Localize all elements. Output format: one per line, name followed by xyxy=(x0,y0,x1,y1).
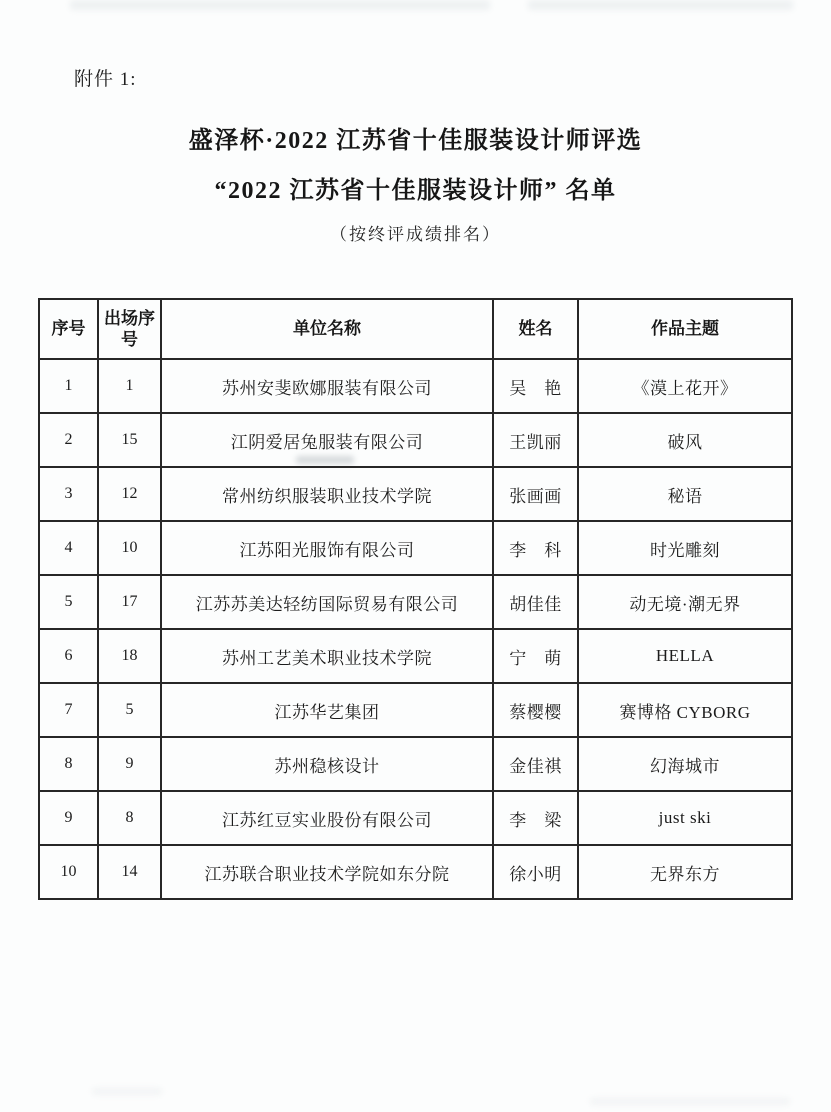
table-row xyxy=(39,737,792,791)
cell-unit: 江阴爱居兔服装有限公司 xyxy=(161,413,493,467)
cell-entry-no: 9 xyxy=(98,737,161,791)
table-row xyxy=(39,791,792,845)
header-unit: 单位名称 xyxy=(161,299,493,359)
cell-seq: 1 xyxy=(39,359,98,413)
table-row xyxy=(39,413,792,467)
document-title-line2: “2022 江苏省十佳服装设计师” 名单 xyxy=(214,178,617,204)
results-table-header xyxy=(39,299,792,359)
cell-name: 蔡樱樱 xyxy=(493,683,578,737)
table-row xyxy=(39,467,792,521)
cell-name: 胡佳佳 xyxy=(493,575,578,629)
attachment-label: 附件 1: xyxy=(74,69,137,90)
cell-seq: 2 xyxy=(39,413,98,467)
cell-seq: 5 xyxy=(39,575,98,629)
scan-artifact xyxy=(528,0,793,10)
cell-unit: 苏州安斐欧娜服装有限公司 xyxy=(161,359,493,413)
cell-theme: 赛博格 CYBORG xyxy=(578,683,792,737)
table-row xyxy=(39,845,792,899)
cell-entry-no: 5 xyxy=(98,683,161,737)
cell-unit: 江苏阳光服饰有限公司 xyxy=(161,521,493,575)
cell-name: 张画画 xyxy=(493,467,578,521)
cell-name: 李 梁 xyxy=(493,791,578,845)
header-row xyxy=(39,299,792,359)
cell-unit: 常州纺织服装职业技术学院 xyxy=(161,467,493,521)
cell-entry-no: 12 xyxy=(98,467,161,521)
cell-theme: 秘语 xyxy=(578,467,792,521)
document-subtitle: （按终评成绩排名） xyxy=(330,225,501,244)
cell-seq: 4 xyxy=(39,521,98,575)
cell-unit: 江苏红豆实业股份有限公司 xyxy=(161,791,493,845)
cell-name: 徐小明 xyxy=(493,845,578,899)
results-table xyxy=(38,298,793,900)
header-name: 姓名 xyxy=(493,299,578,359)
cell-name: 王凯丽 xyxy=(493,413,578,467)
cell-unit: 江苏联合职业技术学院如东分院 xyxy=(161,845,493,899)
table-row xyxy=(39,629,792,683)
scan-artifact xyxy=(70,0,490,10)
cell-seq: 3 xyxy=(39,467,98,521)
cell-seq: 7 xyxy=(39,683,98,737)
cell-theme: 破风 xyxy=(578,413,792,467)
cell-name: 宁 萌 xyxy=(493,629,578,683)
cell-entry-no: 14 xyxy=(98,845,161,899)
results-table-body xyxy=(39,359,792,899)
cell-entry-no: 17 xyxy=(98,575,161,629)
cell-unit: 苏州工艺美术职业技术学院 xyxy=(161,629,493,683)
header-entry-no: 出场序号 xyxy=(98,299,161,359)
document-title-line1: 盛泽杯·2022 江苏省十佳服装设计师评选 xyxy=(188,128,643,154)
cell-entry-no: 8 xyxy=(98,791,161,845)
header-seq: 序号 xyxy=(39,299,98,359)
cell-entry-no: 10 xyxy=(98,521,161,575)
cell-name: 李 科 xyxy=(493,521,578,575)
cell-unit: 苏州稳核设计 xyxy=(161,737,493,791)
cell-theme: HELLA xyxy=(578,629,792,683)
cell-seq: 6 xyxy=(39,629,98,683)
cell-name: 金佳祺 xyxy=(493,737,578,791)
table-row xyxy=(39,521,792,575)
header-theme: 作品主题 xyxy=(578,299,792,359)
table-row xyxy=(39,683,792,737)
cell-unit: 江苏苏美达轻纺国际贸易有限公司 xyxy=(161,575,493,629)
cell-seq: 10 xyxy=(39,845,98,899)
cell-theme: 《漠上花开》 xyxy=(578,359,792,413)
cell-entry-no: 18 xyxy=(98,629,161,683)
cell-entry-no: 1 xyxy=(98,359,161,413)
cell-theme: 幻海城市 xyxy=(578,737,792,791)
scan-artifact xyxy=(590,1098,790,1105)
cell-theme: 无界东方 xyxy=(578,845,792,899)
cell-seq: 8 xyxy=(39,737,98,791)
cell-unit: 江苏华艺集团 xyxy=(161,683,493,737)
cell-theme: 动无境·潮无界 xyxy=(578,575,792,629)
cell-name: 吴 艳 xyxy=(493,359,578,413)
cell-entry-no: 15 xyxy=(98,413,161,467)
scan-artifact xyxy=(92,1088,162,1095)
table-row xyxy=(39,359,792,413)
cell-theme: just ski xyxy=(578,791,792,845)
cell-theme: 时光雕刻 xyxy=(578,521,792,575)
table-row xyxy=(39,575,792,629)
cell-seq: 9 xyxy=(39,791,98,845)
